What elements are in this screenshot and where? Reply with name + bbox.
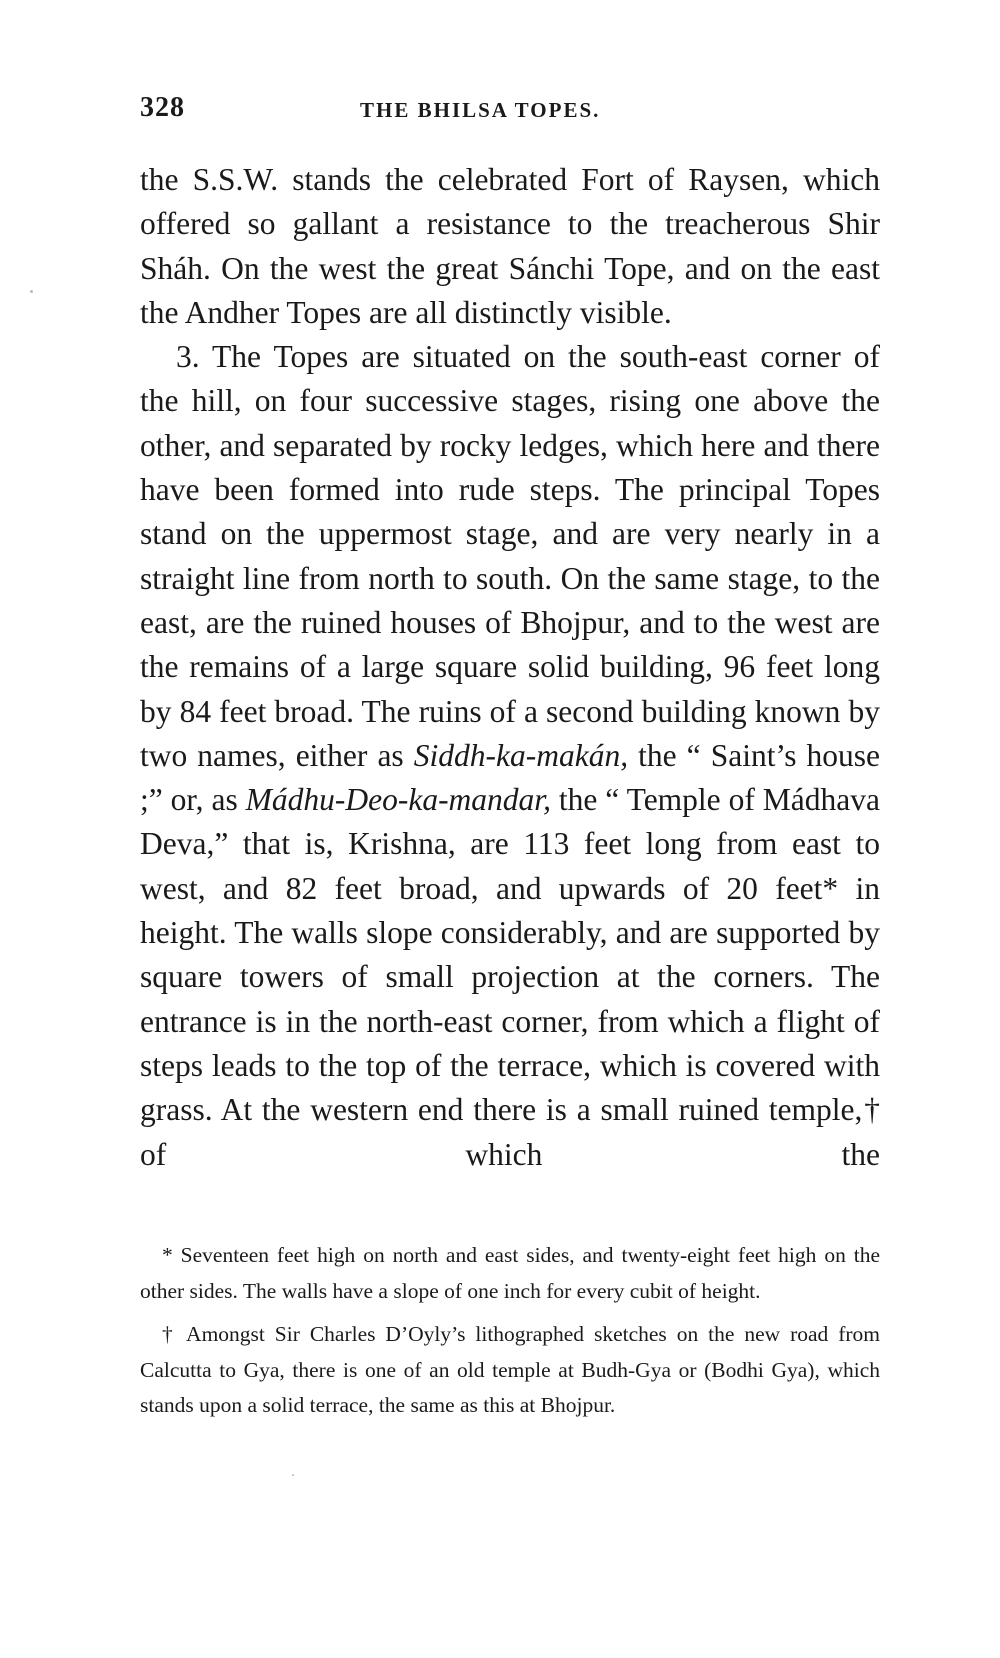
running-title: THE BHILSA TOPES. (360, 98, 601, 122)
paragraph-2 (140, 335, 880, 1177)
body-text (140, 158, 880, 1177)
paper-speck (30, 290, 33, 293)
page-number: 328 (140, 92, 185, 123)
footnote-star: * Seventeen feet high on north and east sides, and twenty-eight feet high on the other sides. The walls have a slope of one inch for every cubit of height. (140, 1243, 880, 1303)
paragraph-2-text-a: 3. The Topes are situated on the south-east corner of the hill, on four successive stages, rising one above the other, and separated by rocky ledges, which here and there have been formed into rude steps. The principal Topes stand on the uppermost stage, and are very nearly in a straight line from north to south. On the same stage, to the east, are the ruined houses of Bhojpur, and to the west are the remains of a large square solid building, 96 feet long by 84 feet broad. The ruins of a second building known by two names, either as (140, 339, 880, 773)
footnotes (140, 1238, 880, 1432)
running-head (140, 92, 880, 132)
paragraph-2-text-b: the “ Saint’s house ;” or, as (140, 737, 880, 818)
italic-name-madhu: Mádhu-Deo-ka-mandar, (245, 782, 551, 818)
paragraph-1: the S.S.W. stands the celebrated Fort of Raysen, which offered so gallant a resistance to the treacherous Shir Sháh. On the west the great Sánchi Tope, and on the east the Andher Topes are all distinctly visible. (140, 162, 880, 330)
italic-name-siddh: Siddh-ka-makán, (413, 737, 629, 773)
paragraph-2-text-c: the “ Temple of Mádhava Deva,” that is, Krishna, are 113 feet long from east to west, and 82 feet broad, and upwards of 20 feet* in height. The walls slope considerably, and are supported by square towers of small projection at the corners. The entrance is in the north-east corner, from which a flight of steps leads to the top of the terrace, which is covered with grass. At the western end there is a small ruined temple,† of which the (140, 782, 880, 1172)
paper-speck (292, 1474, 294, 1476)
footnote-dagger: † Amongst Sir Charles D’Oyly’s lithographed sketches on the new road from Calcutta to Gya, there is one of an old temple at Budh-Gya or (Bodhi Gya), which stands upon a solid terrace, the same as this at Bhojpur. (140, 1322, 880, 1417)
